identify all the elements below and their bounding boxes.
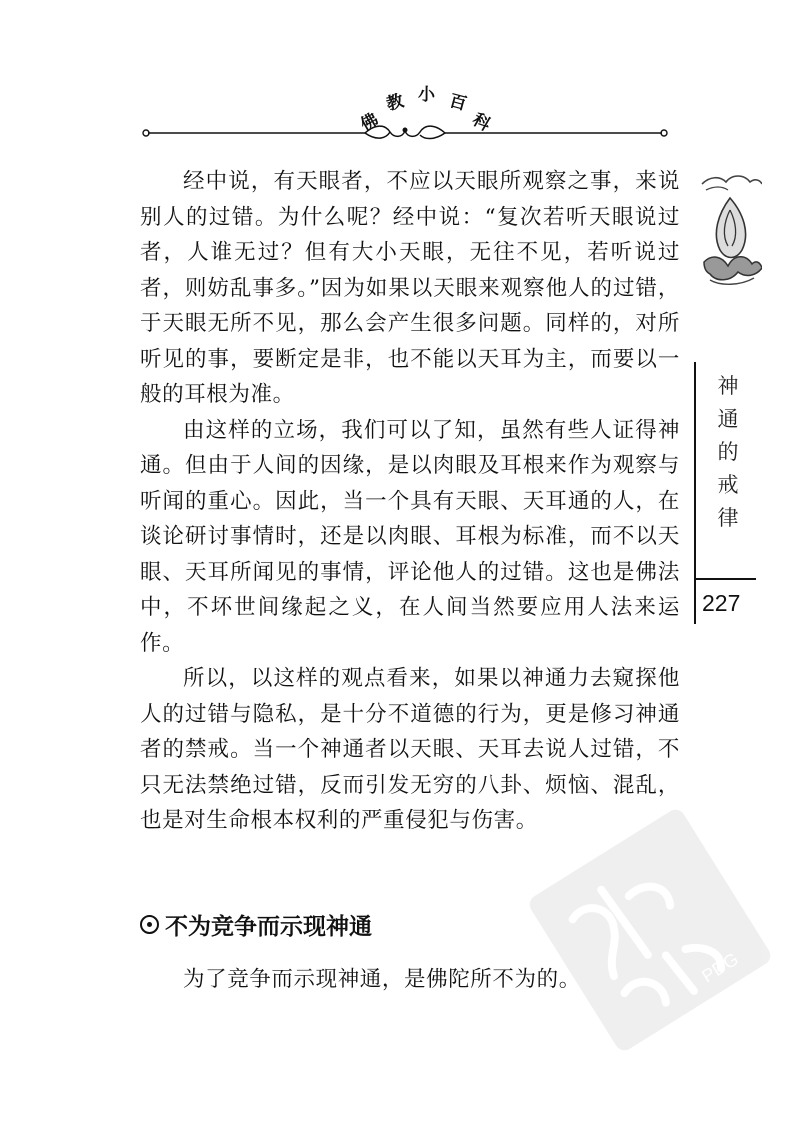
margin-vertical-rule bbox=[694, 362, 696, 624]
section-heading-text: 不为竞争而示现神通 bbox=[165, 914, 372, 940]
lotus-cloud-ornament-icon bbox=[700, 162, 762, 302]
chapter-char: 神 bbox=[717, 374, 739, 398]
chapter-title-vertical bbox=[708, 370, 748, 535]
chapter-char: 律 bbox=[717, 506, 739, 530]
page-number: 227 bbox=[702, 590, 741, 616]
paragraph: 为了竞争而示现神通，是佛陀所不为的。 bbox=[183, 967, 581, 992]
paragraph: 所以，以这样的观点看来，如果以神通力去窥探他人的过错与隐私，是十分不道德的行为，更是修习神通者的禁戒。当一个神通者以天眼、天耳去说人过错，不只无法禁绝过错，反而引发无穷的八卦、烦恼、混乱，也是对生命根本权利的严重侵犯与伤害。 bbox=[140, 666, 680, 833]
circled-dot-icon bbox=[140, 915, 159, 934]
page-number-rule bbox=[696, 578, 756, 580]
header-char: 小 bbox=[418, 85, 435, 105]
body-text bbox=[140, 164, 680, 839]
header-char: 佛 bbox=[357, 109, 383, 136]
watermark-seal-icon bbox=[520, 800, 780, 1060]
header-ornament-rule bbox=[140, 122, 670, 144]
watermark-text: PDG bbox=[698, 948, 742, 987]
paragraph: 经中说，有天眼者，不应以天眼所观察之事，来说别人的过错。为什么呢？经中说：“复次若听天眼说过者，人谁无过？但有大小天眼，无往不见，若听说过者，则妨乱事多。”因为如果以天眼来观察他人的过错，于天眼无所不见，那么会产生很多问题。同样的，对所听见的事，要断定是非，也不能以天耳为主，而要以一般的耳根为准。 bbox=[140, 169, 680, 407]
header-char: 科 bbox=[468, 109, 494, 136]
header-char: 教 bbox=[384, 91, 406, 115]
chapter-char: 的 bbox=[717, 440, 739, 464]
paragraph: 由这样的立场，我们可以了知，虽然有些人证得神通。但由于人间的因缘，是以肉眼及耳根来作为观察与听闻的重心。因此，当一个具有天眼、天耳通的人，在谈论研讨事情时，还是以肉眼、耳根为标准，而不以天眼、天耳所闻见的事情，评论他人的过错。这也是佛法中，不坏世间缘起之义，在人间当然要应用人法来运作。 bbox=[140, 417, 680, 656]
chapter-char: 通 bbox=[717, 407, 739, 431]
header-char: 百 bbox=[447, 91, 469, 115]
chapter-char: 戒 bbox=[717, 473, 739, 497]
